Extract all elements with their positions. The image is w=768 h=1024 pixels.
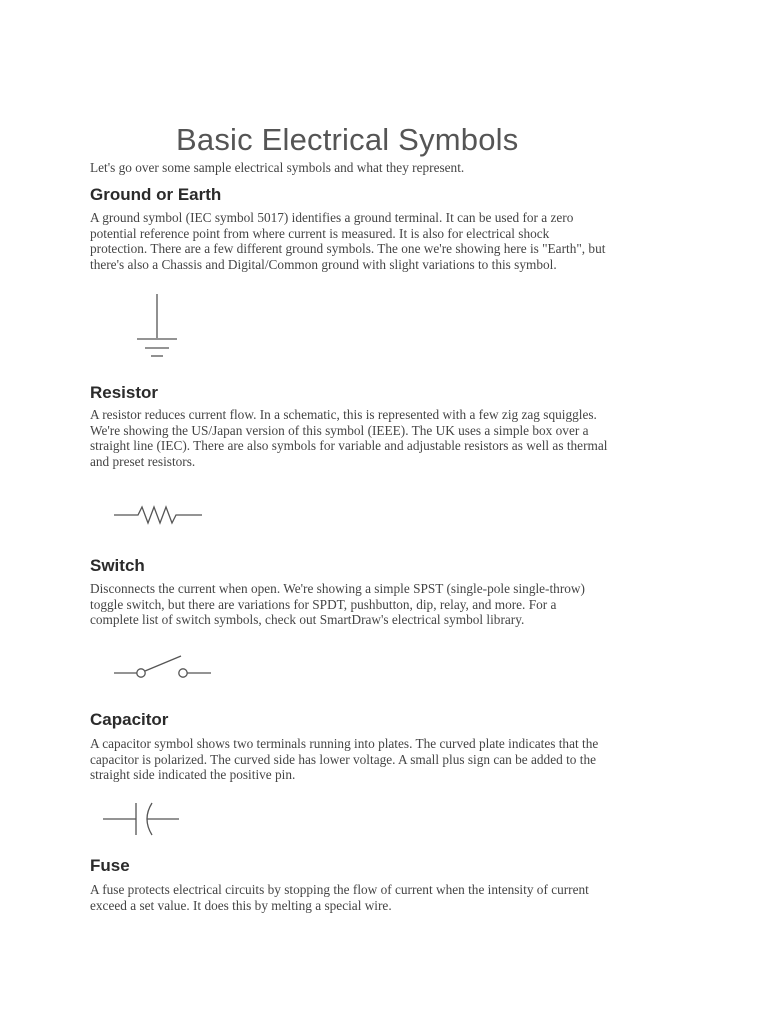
body-line: toggle switch, but there are variations for SPDT, pushbutton, dip, relay, and more. For a: [90, 596, 557, 612]
section-heading-fuse: Fuse: [90, 856, 130, 875]
capacitor-symbol-icon: [102, 800, 184, 840]
body-line: straight side indicated the positive pin.: [90, 767, 296, 782]
body-line: protection. There are a few different ground symbols. The one we're showing here is "Earth", but: [90, 241, 606, 256]
intro-text: Let's go over some sample electrical symbols and what they represent.: [90, 160, 465, 175]
section-body-switch: [90, 581, 690, 628]
body-line: capacitor is polarized. The curved side has lower voltage. A small plus sign can be added to the: [90, 751, 596, 767]
body-line: straight line (IEC). There are also symbols for variable and adjustable resistors as well as thermal: [90, 438, 608, 453]
body-line: potential reference point from where current is measured. It is also for electrical shock: [90, 225, 550, 241]
page-title: Basic Electrical Symbols: [176, 122, 519, 157]
section-heading-resistor: Resistor: [90, 383, 159, 402]
body-line: there's also a Chassis and Digital/Common ground with slight variations to this symbol.: [90, 256, 557, 272]
body-line: Disconnects the current when open. We're showing a simple SPST (single-pole single-throw): [90, 581, 585, 596]
section-body-ground: [90, 210, 690, 272]
body-line: We're showing the US/Japan version of this symbol (IEEE). The UK uses a simple box over a: [90, 422, 589, 438]
section-body-capacitor: [90, 736, 690, 783]
body-line: A ground symbol (IEC symbol 5017) identifies a ground terminal. It can be used for a zero: [90, 210, 574, 225]
resistor-symbol-icon: [112, 502, 206, 528]
body-line: A fuse protects electrical circuits by stopping the flow of current when the intensity of current: [90, 882, 589, 897]
body-line: complete list of switch symbols, check out SmartDraw's electrical symbol library.: [90, 612, 525, 627]
body-line: and preset resistors.: [90, 453, 196, 469]
section-body-fuse: [90, 882, 690, 913]
section-heading-capacitor: Capacitor: [90, 710, 169, 729]
ground-symbol-icon: [130, 290, 190, 362]
body-line: exceed a set value. It does this by melting a special wire.: [90, 897, 392, 913]
switch-symbol-icon: [112, 652, 216, 682]
section-heading-switch: Switch: [90, 556, 145, 575]
section-body-resistor: [90, 407, 690, 469]
body-line: A resistor reduces current flow. In a schematic, this is represented with a few zig zag squiggles.: [90, 407, 597, 422]
body-line: A capacitor symbol shows two terminals running into plates. The curved plate indicates that the: [90, 736, 599, 751]
section-heading-ground: Ground or Earth: [90, 185, 222, 204]
